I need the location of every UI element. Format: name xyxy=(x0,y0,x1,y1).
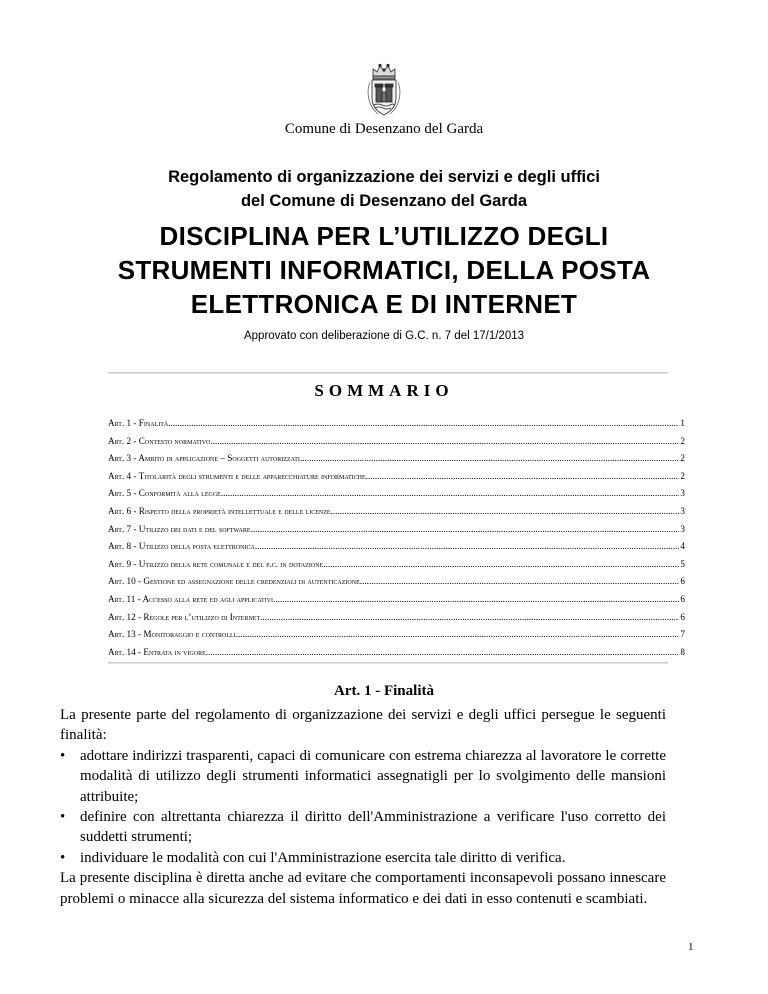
toc-entry-title: Art. 11 - Accesso alla rete ed agli applicativi xyxy=(108,593,273,604)
toc-dot-leader xyxy=(255,541,680,551)
toc-entry-title: Art. 9 - Utilizzo della rete comunale e del p.c. in dotazione xyxy=(108,558,324,569)
toc-entry[interactable] xyxy=(108,488,685,506)
toc-entry-title: Art. 13 - Monitoraggio e controlli xyxy=(108,629,236,640)
bullet-item: • definire con altrettanta chiarezza il diritto dell'Amministrazione a verificare l'uso corretto dei suddetti strumenti; xyxy=(60,807,666,848)
approval-note: Approvato con deliberazione di G.C. n. 7 del 17/1/2013 xyxy=(243,330,525,342)
toc-dot-leader xyxy=(236,629,680,639)
toc-entry-title: Art. 4 - Titolarità degli strumenti e delle apparecchiature informatiche xyxy=(108,470,366,481)
toc-dot-leader xyxy=(323,559,679,569)
toc-dot-leader xyxy=(168,418,679,428)
toc-dot-leader xyxy=(366,471,680,481)
toc-entry-title: Art. 6 - Rispetto della proprietà intellettuale e delle licenze xyxy=(108,505,331,516)
toc-entry-title: Art. 7 - Utilizzo dei dati e del software xyxy=(108,523,251,534)
toc-entry-page: 2 xyxy=(680,435,685,446)
document-title-line: DISCIPLINA PER L’UTILIZZO DEGLI xyxy=(159,221,609,251)
toc-dot-leader xyxy=(251,524,680,534)
document-title-line: STRUMENTI INFORMATICI, DELLA POSTA xyxy=(117,255,651,285)
toc-entry[interactable] xyxy=(108,594,685,612)
page-number: 1 xyxy=(688,941,694,953)
toc-entry[interactable] xyxy=(108,576,685,594)
toc-entry-page: 8 xyxy=(680,646,685,657)
toc-entry-title: Art. 8 - Utilizzo della posta elettronica xyxy=(108,541,255,552)
municipality-name: Comune di Desenzano del Garda xyxy=(284,121,484,137)
toc-dot-leader xyxy=(210,436,679,446)
article-paragraph: La presente parte del regolamento di organizzazione dei servizi e degli uffici persegue le seguenti finalità: xyxy=(60,707,666,744)
document-title xyxy=(60,219,708,321)
toc-entry[interactable] xyxy=(108,524,685,542)
toc-dot-leader xyxy=(273,594,679,604)
divider xyxy=(108,372,668,373)
toc-entry-page: 3 xyxy=(680,505,685,516)
toc-entry[interactable] xyxy=(108,436,685,454)
toc-entry-page: 3 xyxy=(680,523,685,534)
toc-entry-title: Art. 5 - Conformità alla legge xyxy=(108,488,221,499)
toc-entry-title: Art. 2 - Contesto normativo xyxy=(108,435,211,446)
article-paragraph: La presente disciplina è diretta anche ad evitare che comportamenti inconsapevoli possano innescare problemi o minacce alla sicurezza del sistema informatico e dei dati in esso contenuti e scambiati. xyxy=(60,870,666,907)
bullet-item: • individuare le modalità con cui l'Amministrazione esercita tale diritto di verifica. xyxy=(60,848,666,868)
toc-entry-page: 3 xyxy=(680,488,685,499)
toc-entry-title: Art. 3 - Ambito di applicazione – Soggetti autorizzati xyxy=(108,453,300,464)
table-of-contents xyxy=(108,418,685,664)
toc-entry-page: 6 xyxy=(680,576,685,587)
toc-entry-page: 4 xyxy=(680,541,685,552)
regulation-title-line: Regolamento di organizzazione dei servizi e degli uffici xyxy=(168,168,600,186)
toc-entry[interactable] xyxy=(108,559,685,577)
toc-entry-title: Art. 14 - Entrata in vigore xyxy=(108,646,206,657)
toc-entry-page: 2 xyxy=(680,470,685,481)
toc-dot-leader xyxy=(206,647,680,657)
article-bullet-list xyxy=(60,746,666,868)
toc-entry-title: Art. 10 - Gestione ed assegnazione delle credenziali di autenticazione xyxy=(108,576,360,587)
toc-entry-page: 1 xyxy=(680,418,685,428)
article-body xyxy=(60,705,666,909)
toc-entry[interactable] xyxy=(108,541,685,559)
regulation-title xyxy=(60,165,708,213)
toc-entry[interactable] xyxy=(108,453,685,471)
toc-entry-page: 2 xyxy=(680,453,685,464)
toc-entry[interactable] xyxy=(108,418,685,436)
toc-dot-leader xyxy=(360,576,680,586)
toc-entry[interactable] xyxy=(108,629,685,647)
toc-dot-leader xyxy=(300,453,680,463)
toc-dot-leader xyxy=(331,506,680,516)
bullet-item: • adottare indirizzi trasparenti, capaci di comunicare con estrema chiarezza al lavoratore le corrette modalità di utilizzo degli strumenti informatici assegnatigli per lo svolgimento delle mansioni attribuite; xyxy=(60,746,666,807)
toc-heading: SOMMARIO xyxy=(314,381,454,400)
article-heading: Art. 1 - Finalità xyxy=(334,683,434,699)
regulation-title-line: del Comune di Desenzano del Garda xyxy=(240,192,528,210)
toc-entry[interactable] xyxy=(108,506,685,524)
toc-entry[interactable] xyxy=(108,612,685,630)
toc-dot-leader xyxy=(260,612,679,622)
toc-entry-page: 7 xyxy=(680,629,685,640)
toc-entry-title: Art. 12 - Regole per l’utilizzo di Internet xyxy=(108,611,261,622)
divider xyxy=(108,662,668,663)
toc-dot-leader xyxy=(221,488,680,498)
toc-entry-page: 6 xyxy=(680,593,685,604)
toc-entry[interactable] xyxy=(108,471,685,489)
municipal-crest-icon xyxy=(364,62,404,118)
toc-entry-page: 6 xyxy=(680,611,685,622)
toc-entry-page: 5 xyxy=(680,558,685,569)
toc-entry-title: Art. 1 - Finalità xyxy=(108,418,169,428)
document-title-line: ELETTRONICA E DI INTERNET xyxy=(190,289,578,319)
